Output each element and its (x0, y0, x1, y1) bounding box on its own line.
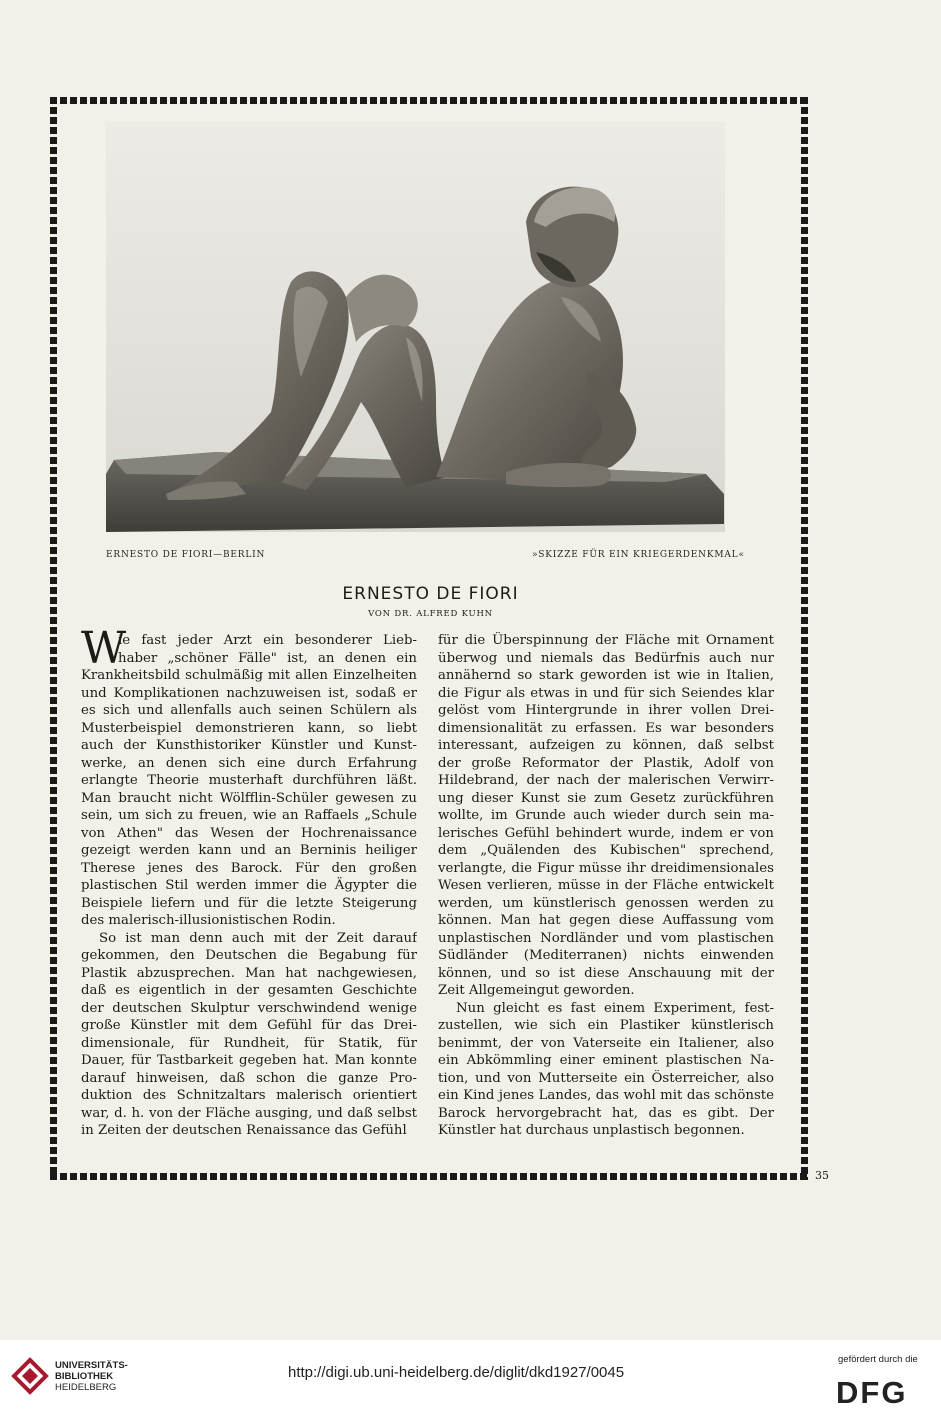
top-border-ornament (50, 97, 808, 104)
university-library-logo-icon (10, 1356, 50, 1396)
text-line: Man braucht nicht Wölfflin-Schüler gewesen zu (81, 790, 417, 806)
article-byline: VON DR. ALFRED KUHN (368, 609, 493, 619)
text-line: und Komplikationen nachzuweisen ist, sodaß er (81, 685, 417, 701)
text-line: annähernd so stark geworden ist wie in Italien, (438, 668, 774, 683)
text-line: der große Reformator der Plastik, Adolf von (438, 755, 774, 771)
text-line: dimensionalität zu erfassen. Es war besonders (438, 720, 774, 736)
text-line: Musterbeispiel demonstrieren kann, so liebt (81, 720, 417, 736)
text-line: Dauer, für Tastbarkeit gegeben hat. Man konnte (81, 1053, 417, 1068)
text-line: der deutschen Skulptur verschwindend wenige (81, 1000, 417, 1016)
library-name-line1: UNIVERSITÄTS- (55, 1360, 128, 1371)
text-line: Krankheitsbild schulmäßig mit allen Einzelheiten (81, 668, 417, 683)
caption-artwork-title: »SKIZZE FÜR EIN KRIEGERDENKMAL« (532, 550, 745, 560)
text-line: gekommen, den Deutschen die Begabung für (81, 948, 417, 963)
text-line: So ist man denn auch mit der Zeit darauf (99, 930, 417, 946)
sculpture-photograph (106, 122, 725, 532)
text-line: gezeigt werden kann und an Berninis heiliger (81, 843, 417, 858)
text-line: können, und so ist diese Anschauung mit der (438, 965, 774, 981)
text-line: benimmt, der von Vaterseite ein Italiener, also (438, 1035, 774, 1051)
text-line: Zeit Allgemeingut geworden. (438, 983, 635, 998)
text-line: Therese jenes des Barock. Für den großen (81, 860, 417, 876)
bottom-border-ornament (50, 1173, 808, 1180)
text-line: es sich und allenfalls auch seinen Schülern als (81, 703, 417, 718)
text-column-right (438, 632, 774, 1140)
text-line: werke, an denen sich eine durch Erfahrung (81, 755, 417, 771)
text-line: erlangte Theorie musterhaft durchführen läßt. (81, 773, 417, 788)
text-line: Künstler hat durchaus unplastisch begonnen. (438, 1123, 745, 1138)
text-line: in Zeiten der deutschen Renaissance das Gefühl (81, 1123, 407, 1138)
library-name-line2: BIBLIOTHEK (55, 1371, 114, 1382)
text-line: haber „schöner Fälle" ist, an denen ein (118, 650, 417, 666)
text-line: sein, um sich zu freuen, wie an Raffaels „Schule (81, 808, 417, 823)
dfg-logo-icon (836, 1376, 932, 1406)
text-line: ung dieser Kunst sie zum Gesetz zurückführen (438, 790, 774, 806)
caption-artist: ERNESTO DE FIORI—BERLIN (106, 550, 266, 560)
text-line: Hildebrand, der nach der malerischen Verwirr- (438, 773, 774, 788)
left-border-ornament (50, 97, 57, 1180)
text-line: Plastik abzusprechen. Man hat nachgewiesen, (81, 965, 417, 981)
text-line: tion, und von Mutterseite ein Österreicher, also (438, 1070, 774, 1086)
dfg-logo-text: DFG (836, 1376, 908, 1406)
text-line: lerisches Gefühl behindert wurde, indem er von (438, 825, 774, 841)
text-line: zustellen, wie sich ein Plastiker künstlerisch (438, 1018, 774, 1033)
text-line: dimensionale, für Rundheit, für Statik, für (81, 1035, 417, 1051)
text-line: darauf hinweisen, daß schon die ganze Pro- (81, 1070, 417, 1086)
text-line: Wesen verlieren, müsse in der Fläche entwickelt (438, 878, 774, 893)
text-line: Beispiele liefern und für die letzte Steigerung (81, 895, 417, 911)
text-line: duktion des Schnitzaltars malerisch orientiert (81, 1088, 417, 1103)
text-line: Südländer (Mediterranen) nichts einwenden (438, 948, 774, 963)
text-line: ein Abkömmling einer eminent plastischen Na- (438, 1053, 774, 1068)
text-line: ein Kind jenes Landes, das wohl mit das schönste (438, 1088, 774, 1103)
text-line: interessant, aufzeigen zu können, daß selbst (438, 738, 774, 753)
text-line: verlangte, die Figur müsse ihr dreidimensionales (438, 860, 774, 876)
funded-by-label: gefördert durch die (838, 1354, 918, 1365)
right-border-ornament (801, 97, 808, 1180)
text-column-left (81, 623, 417, 1140)
text-line: war, d. h. von der Fläche ausging, und daß selbst (81, 1105, 417, 1121)
digitization-footer (0, 1340, 941, 1414)
text-line: ie fast jeder Arzt ein besonderer Lieb- (118, 633, 417, 648)
permalink-url[interactable]: http://digi.ub.uni-heidelberg.de/diglit/dkd1927/0045 (288, 1364, 625, 1381)
text-line: werden, um künstlerisch genossen werden zu (438, 895, 774, 911)
text-line: die Figur als etwas in und für sich Seiendes klar (438, 685, 774, 701)
text-line: auch der Kunsthistoriker Künstler und Kunst- (81, 738, 417, 753)
text-line: gelöst vom Hintergrunde in ihrer vollen Drei- (438, 703, 774, 718)
text-line: daß es eigentlich in der gesamten Geschichte (81, 983, 417, 998)
text-line: wollte, im Grunde auch wieder durch sein ma- (438, 808, 774, 823)
text-line: unplastischen Nordländer und vom plastischen (438, 930, 774, 946)
text-line: des malerisch-illusionistischen Rodin. (81, 913, 336, 928)
text-line: für die Überspinnung der Fläche mit Ornament (438, 633, 774, 648)
text-line: können. Man hat gegen diese Auffassung vom (438, 913, 774, 928)
text-line: von Athen" das Wesen der Hochrenaissance (81, 825, 417, 841)
text-line: überwog und niemals das Bedürfnis auch nur (438, 650, 774, 666)
text-line: große Künstler mit dem Gefühl für das Drei- (81, 1018, 417, 1033)
university-library-name (55, 1360, 128, 1393)
library-name-line3: HEIDELBERG (55, 1382, 117, 1393)
text-line: dem „Quälenden des Kubischen" sprechend, (438, 843, 774, 858)
text-line: plastischen Stil werden immer die Ägypter die (81, 878, 417, 893)
page-number: 35 (815, 1169, 829, 1182)
text-line: Barock hervorgebracht hat, das es gibt. Der (438, 1105, 774, 1121)
text-line: Nun gleicht es fast einem Experiment, fest- (456, 1000, 774, 1016)
article-title: ERNESTO DE FIORI (342, 584, 519, 604)
drop-cap: W (81, 623, 127, 674)
